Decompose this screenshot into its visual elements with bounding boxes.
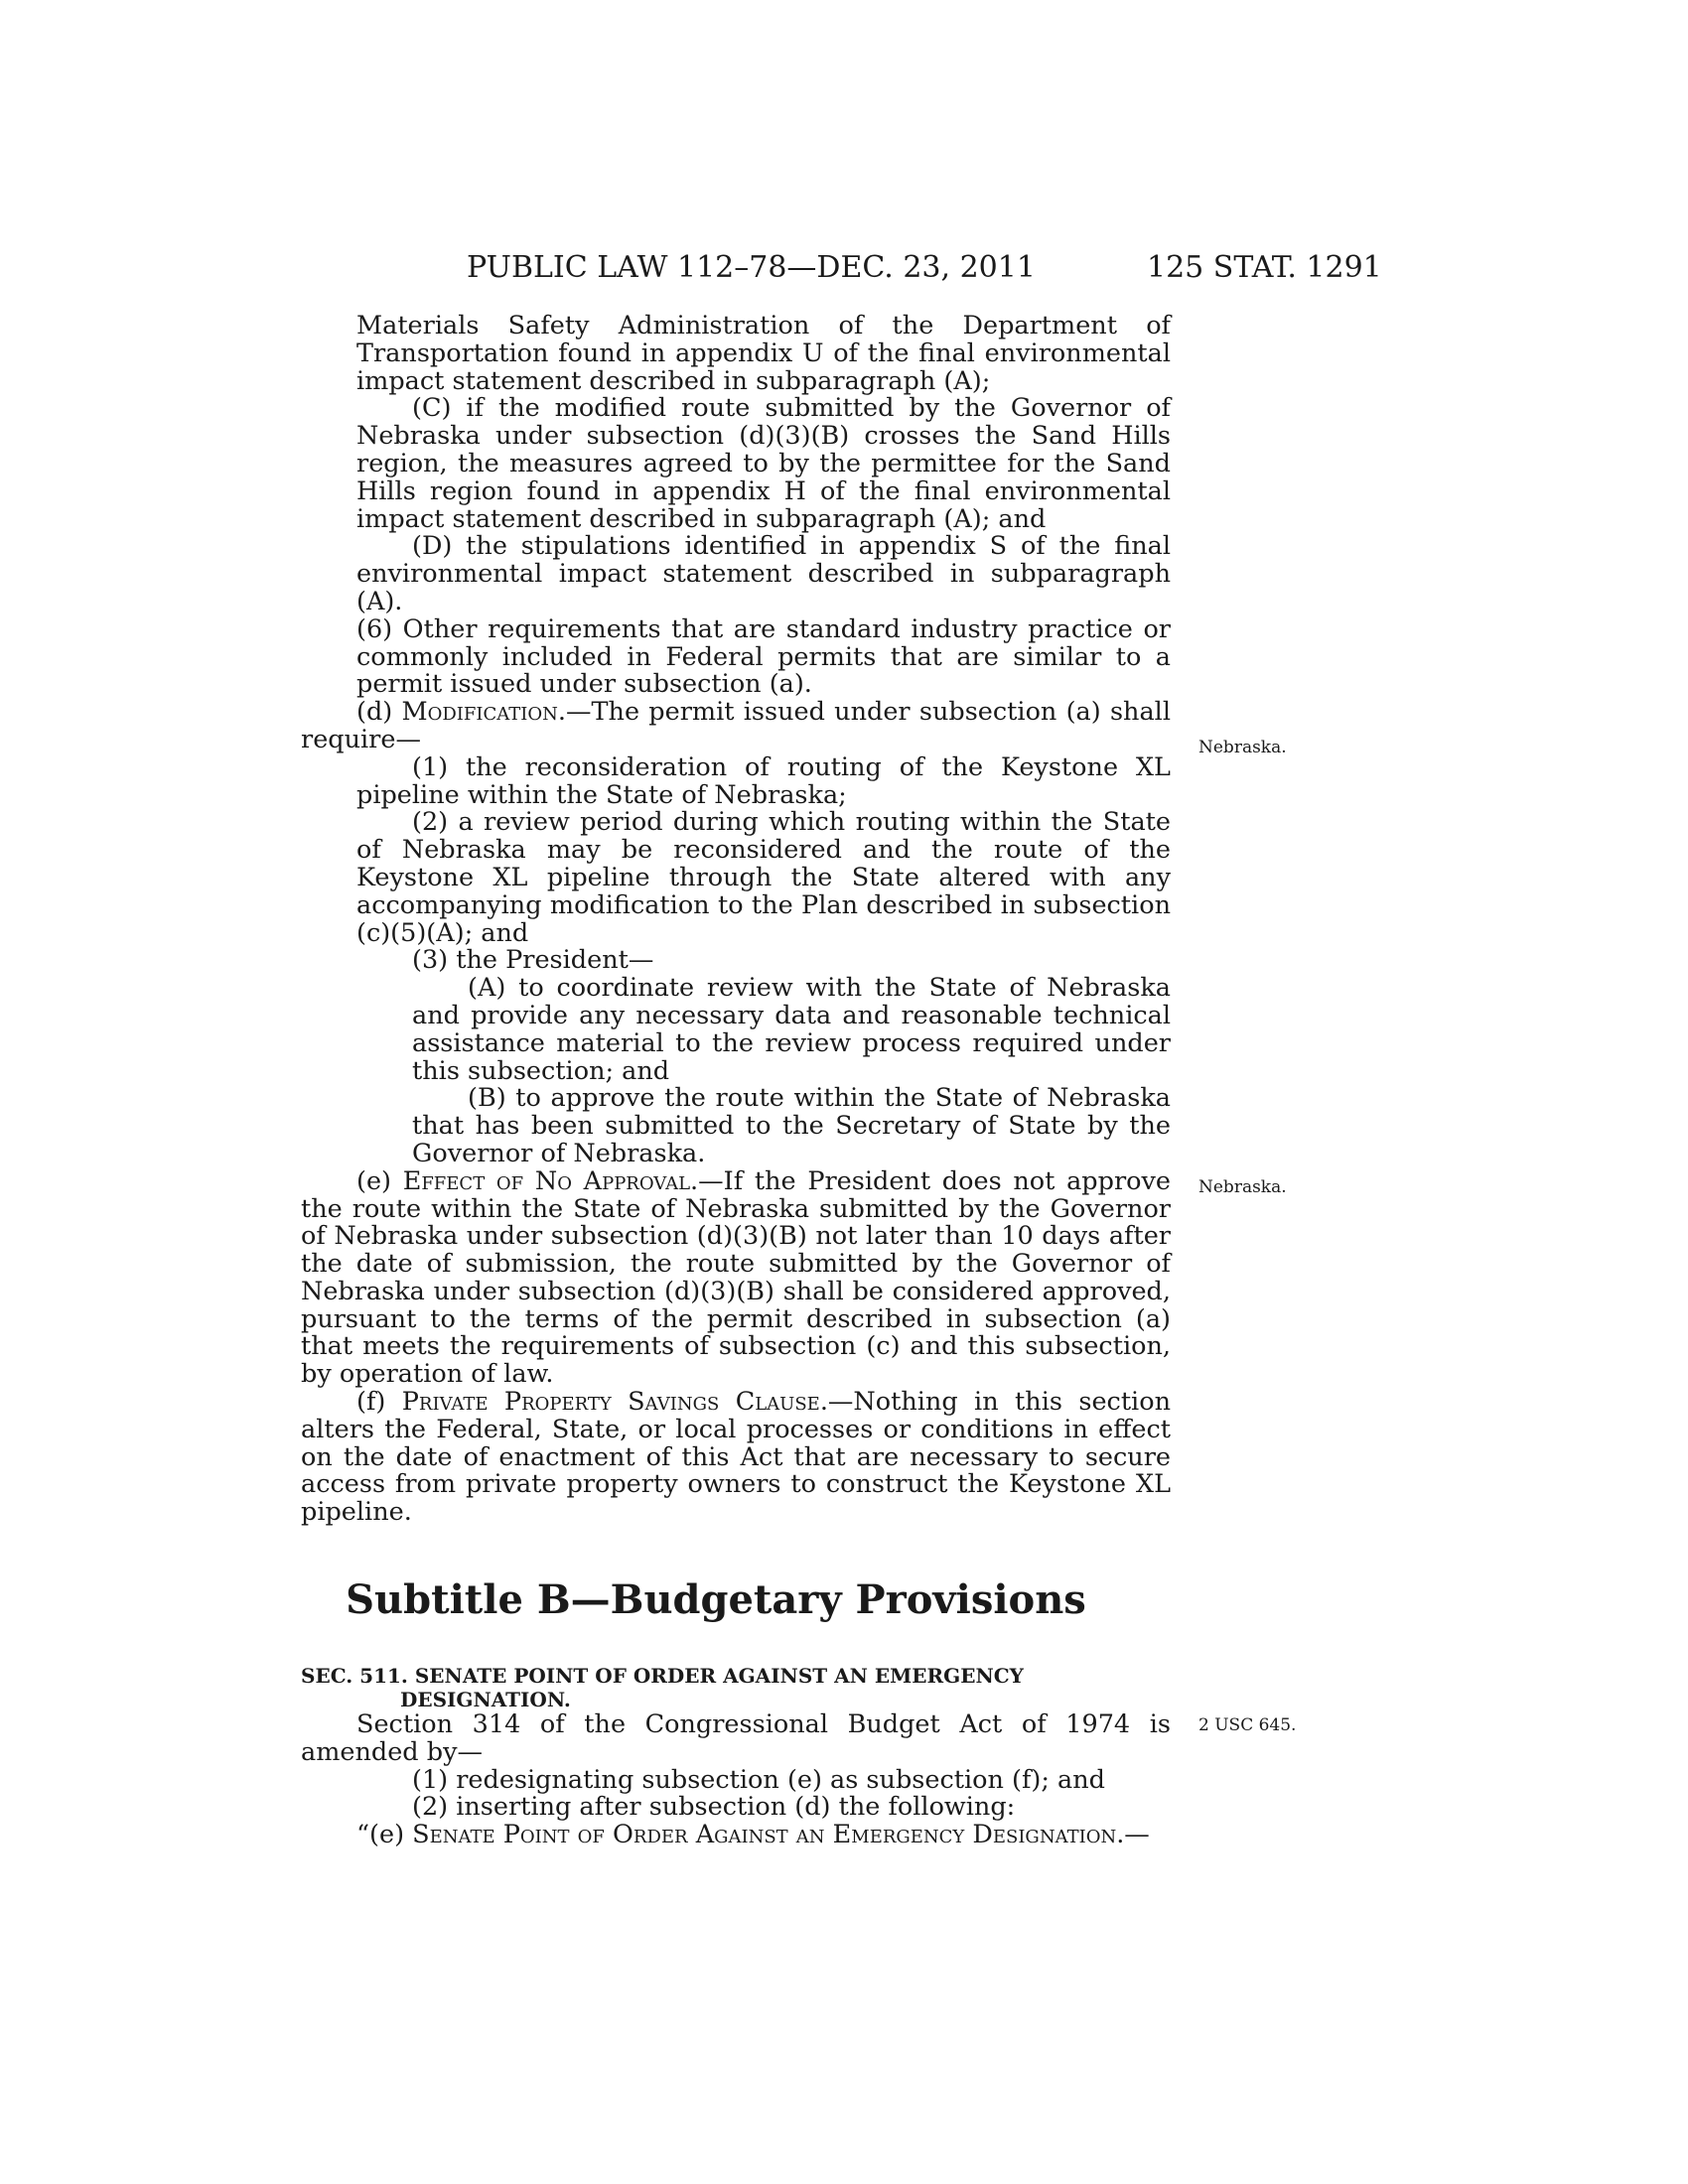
paragraph-d2-text: (2) a review period during which routing within the State of Nebraska may be reconsidered and the route of the Keystone XL pipeline through the State altered with any accompanying modification to the Plan described in subsection (c)(5)(A); and	[356, 807, 1171, 948]
subtitle-heading: Subtitle B—Budgetary Provisions	[346, 1576, 1086, 1624]
paragraph-e	[301, 1165, 1171, 1390]
running-header-title: PUBLIC LAW 112–78—DEC. 23, 2011	[467, 250, 1036, 285]
paragraph-c5-C: (C) if the modified route submitted by the Governor of Nebraska under subsection (d)(3)(B) crosses the Sand Hills region, the measures agreed to by the permittee for the Sand Hills region found in appendix H of the final environmental impact statement described in subparagraph (A); and	[356, 393, 1171, 534]
section-511-intro: Section 314 of the Congressional Budget Act of 1974 is amended by—	[301, 1709, 1171, 1767]
section-511-quote	[301, 1822, 1171, 1849]
paragraph-d1	[301, 751, 1171, 810]
paragraph-d-heading: Modification	[401, 697, 558, 728]
section-511-quote-text: .—	[1116, 1820, 1150, 1850]
running-header-page: 125 STAT. 1291	[1147, 250, 1382, 285]
paragraph-d3-text: (3) the President—	[412, 945, 654, 976]
paragraph-d2	[301, 809, 1171, 947]
paragraph-d-label: (d)	[356, 697, 402, 728]
margin-note-nebraska-e: Nebraska.	[1198, 1177, 1287, 1197]
section-511-item-2: (2) inserting after subsection (d) the following:	[412, 1792, 1016, 1823]
section-511-quote-heading: Senate Point of Order Against an Emergency Designation	[412, 1820, 1117, 1850]
paragraph-f-text: .—Nothing in this section alters the Federal, State, or local processes or conditions in effect on the date of enactment of this Act that are necessary to secure access from private property owners to construct the Keystone XL pipeline.	[301, 1387, 1171, 1528]
paragraph-e-label: (e)	[356, 1165, 403, 1196]
paragraph-d1-text: (1) the reconsideration of routing of the Keystone XL pipeline within the State of Nebraska;	[356, 751, 1171, 810]
paragraph-d-text: .—The permit issued under subsection (a) shall require—	[301, 697, 1171, 754]
document-body	[301, 313, 1171, 1849]
margin-note-usc: 2 USC 645.	[1198, 1715, 1297, 1735]
paragraph-d3-A	[301, 975, 1171, 1085]
paragraph-f	[301, 1389, 1171, 1527]
section-511-quote-label: “(e)	[356, 1820, 413, 1850]
paragraph-f-label: (f)	[356, 1387, 402, 1418]
paragraph-c5-D: (D) the stipulations identified in appendix S of the final environmental impact statement described in subparagraph (A).	[356, 531, 1171, 616]
paragraph-d3-B-text: (B) to approve the route within the State of Nebraska that has been submitted to the Secretary of State by the Governor of Nebraska.	[412, 1083, 1171, 1168]
paragraph-continuation: Materials Safety Administration of the Department of Transportation found in appendix U of the final environmental impact statement described in subparagraph (A);	[356, 311, 1171, 396]
paragraph-d3	[301, 947, 1171, 975]
paragraph-c6: (6) Other requirements that are standard industry practice or commonly included in Federal permits that are similar to a permit issued under subsection (a).	[356, 614, 1171, 700]
paragraph-e-text: .—If the President does not approve the route within the State of Nebraska submitted by the Governor of Nebraska under subsection (d)(3)(B) not later than 10 days after the date of submission, the route submitted by the Governor of Nebraska under subsection (d)(3)(B) shall be considered approved, pursuant to the terms of the permit described in subsection (a) that meets the requirements of subsection (c) and this subsection, by operation of law.	[301, 1165, 1171, 1390]
paragraph-d3-A-text: (A) to coordinate review with the State of Nebraska and provide any necessary data and reasonable technical assistance material to the review process required under this subsection; and	[412, 973, 1171, 1086]
paragraph-d	[301, 699, 1171, 754]
paragraph-d3-B	[301, 1085, 1171, 1167]
section-511-heading: SEC. 511. SENATE POINT OF ORDER AGAINST AN EMERGENCY DESIGNATION.	[301, 1664, 1024, 1712]
paragraph-f-heading: Private Property Savings Clause	[401, 1387, 820, 1418]
paragraph-e-heading: Effect of No Approval	[402, 1165, 691, 1196]
section-511-item-1: (1) redesignating subsection (e) as subsection (f); and	[412, 1764, 1105, 1795]
margin-note-nebraska-d: Nebraska.	[1198, 738, 1287, 757]
